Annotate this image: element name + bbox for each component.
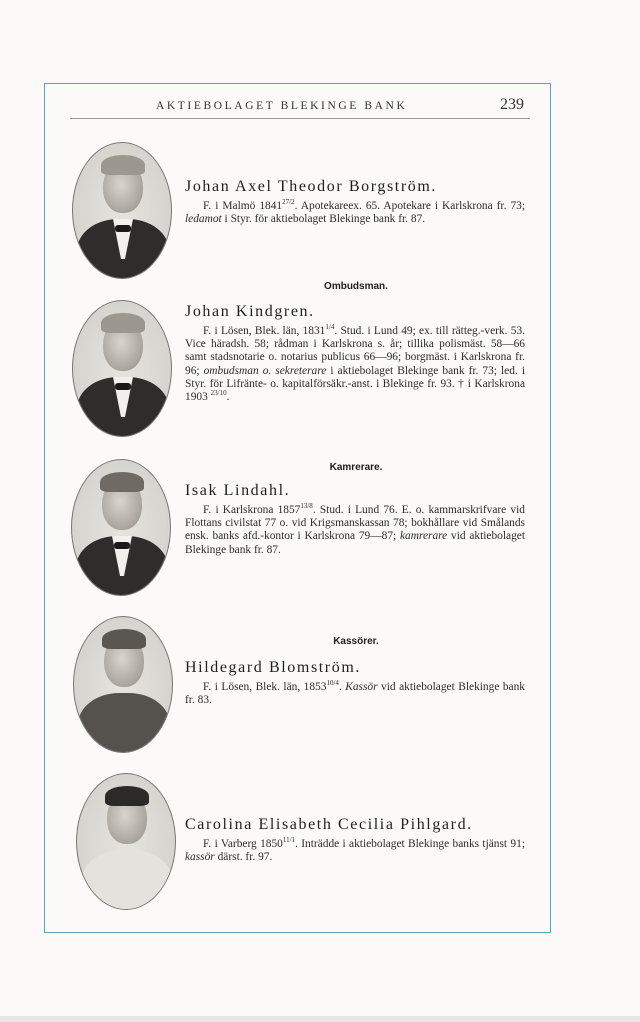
page-number: 239 bbox=[500, 96, 524, 113]
entry-borgstrom bbox=[185, 177, 525, 226]
person-name: Johan Kindgren. bbox=[185, 303, 315, 320]
person-name: Carolina Elisabeth Cecilia Pihlgard. bbox=[185, 816, 473, 833]
portrait-lindahl bbox=[71, 459, 171, 596]
person-bio: F. i Lösen, Blek. län, $1853^{10/4}$. Kassör vid aktiebolaget Blekinge bank fr. 83. bbox=[185, 679, 525, 707]
running-header bbox=[70, 96, 530, 119]
section-heading-kamrerare: Kamrerare. bbox=[329, 462, 383, 473]
entry-blomstrom bbox=[185, 658, 525, 707]
portrait-blomstrom bbox=[73, 616, 173, 753]
entry-pihlgard bbox=[185, 815, 525, 864]
page-bottom-edge bbox=[0, 1016, 640, 1022]
entry-kindgren bbox=[185, 302, 525, 404]
person-bio: F. i Malmö $1841^{27/2}$. Apotekareex. 65. Apotekare i Karlskrona fr. 73; ledamot i Styr. för aktiebolaget Blekinge bank fr. 87. bbox=[185, 198, 525, 226]
running-title: AKTIEBOLAGET BLEKINGE BANK bbox=[156, 100, 408, 112]
person-name: Isak Lindahl. bbox=[185, 482, 291, 499]
section-heading-ombudsman: Ombudsman. bbox=[324, 281, 388, 292]
entry-lindahl bbox=[185, 481, 525, 557]
person-bio: F. i Karlskrona $1857^{13/8}$. Stud. i Lund 76. E. o. kammarskrifvare vid Flottans civilstat 77 o. vid Krigsmanskassan 78; bokhållare vid Smålands ensk. banks afd.-kontor i Karlskrona 79—87; kamrerare vid aktiebolaget Blekinge bank fr. 87. bbox=[185, 502, 525, 556]
person-name: Hildegard Blomström. bbox=[185, 659, 361, 676]
portrait-kindgren bbox=[72, 300, 172, 437]
section-heading-kassorer: Kassörer. bbox=[333, 636, 379, 647]
person-name: Johan Axel Theodor Borgström. bbox=[185, 178, 438, 195]
person-bio: F. i Lösen, Blek. län, $1831^{1/4}$. Stud. i Lund 49; ex. till rätteg.-verk. 53. Vice häradsh. 58; rådman i Karlskrona s. år; tillika polismäst. 58—66 samt stadsnotarie o. notarius publicus 66—96; borgmäst. i Karlskrona fr. 96; ombudsman o. sekreterare i aktiebolaget Blekinge bank fr. 73; led. i Styr. för Lifränte- o. kapitalförsäkr.-anst. i Blekinge fr. 93. † i Karlskrona 1903 $^{23/10}$. bbox=[185, 323, 525, 404]
portrait-borgstrom bbox=[72, 142, 172, 279]
portrait-pihlgard bbox=[76, 773, 176, 910]
person-bio: F. i Varberg $1850^{11/1}$. Inträdde i aktiebolaget Blekinge banks tjänst 91; kassör därst. fr. 97. bbox=[185, 836, 525, 864]
